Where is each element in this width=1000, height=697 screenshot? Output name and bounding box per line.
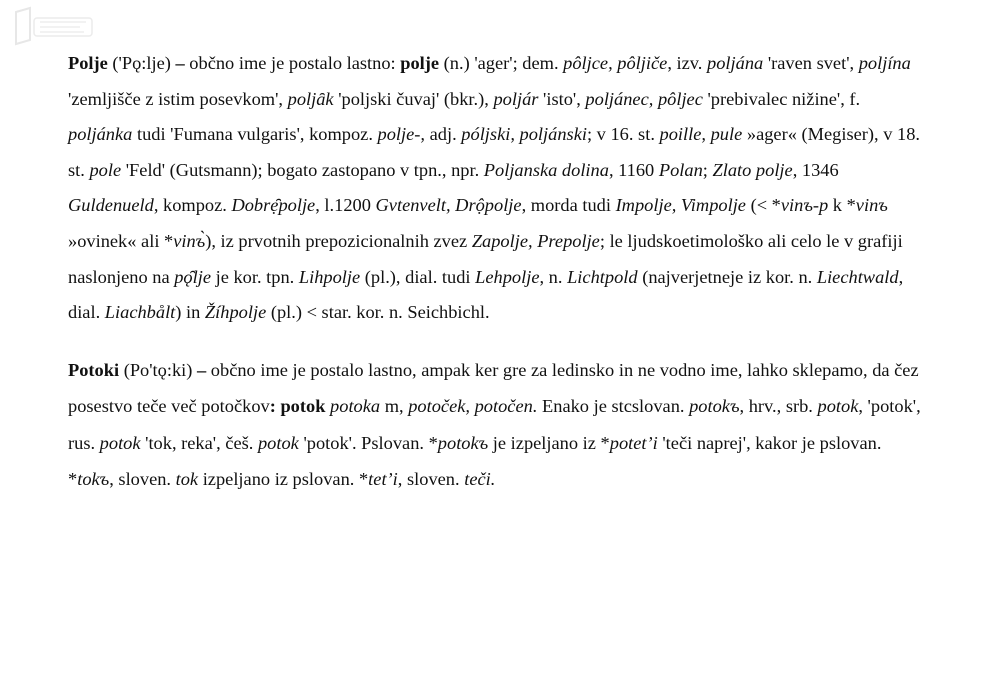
watermark-logo — [12, 6, 96, 46]
potoki-segment: : potok — [269, 396, 326, 417]
polje-segment: Gvtenvelt, Drộpolje — [375, 195, 522, 216]
potoki-segment: potokъ — [689, 396, 740, 417]
polje-segment: 'prebivalec nižine', f. — [702, 88, 861, 109]
polje-segment: , n. — [539, 266, 568, 287]
polje-segment: Liachbålt — [104, 302, 176, 323]
watermark-logo-graphic — [12, 6, 96, 46]
potoki-segment: m, — [380, 396, 409, 417]
polje-segment: poljána — [707, 53, 764, 73]
polje-segment: (< * — [745, 195, 781, 216]
polje-segment: Liechtwald — [816, 266, 899, 287]
polje-segment: občno ime je postalo lastno: — [184, 53, 401, 73]
potoki-segment: potoček, potočen. — [408, 396, 538, 417]
polje-segment: polje-, — [377, 124, 426, 145]
polje-segment: vinъ̀ — [173, 230, 206, 251]
polje-segment: 'isto', — [538, 88, 586, 109]
polje-segment: Dobrẹ̑polje — [231, 195, 316, 216]
polje-segment: »ager« (Megiser), v 18. st. — [68, 124, 921, 180]
potoki-segment: potokъ — [437, 432, 489, 453]
polje-segment: Zapolje, Prepolje — [471, 230, 600, 251]
polje-segment: tudi 'Fumana vulgaris', kompoz. — [132, 124, 378, 145]
potoki-segment: občno ime je postalo lastno, ampak ker gre za ledinsko in ne vodno ime, lahko sklepamo, da čez posestvo teče več potočkov — [68, 359, 919, 417]
potoki-segment: tok — [175, 468, 199, 489]
polje-segment: ; v 16. st. — [586, 124, 660, 145]
polje-segment: je kor. tpn. — [211, 266, 299, 287]
polje-segment: polje — [400, 53, 440, 73]
polje-segment: k * — [828, 195, 856, 216]
polje-segment: ; le ljudskoetimološko ali celo le v grafiji naslonjeno na — [68, 230, 903, 287]
polje-segment: ; — [702, 159, 713, 180]
polje-segment: poljȃk — [287, 88, 334, 109]
potoki-segment: (Po'tǫ:ki) — [119, 359, 197, 380]
potoki-segment: potok — [257, 432, 299, 453]
potoki-segment: Enako je stcslovan. — [537, 396, 690, 417]
polje-segment: poljánka — [68, 124, 133, 145]
polje-segment: poljár — [493, 88, 539, 109]
polje-segment: , kompoz. — [153, 195, 232, 216]
polje-segment: Lehpolje — [475, 266, 540, 287]
entry-potoki — [68, 352, 928, 498]
polje-segment: 'poljski čuvaj' (bkr.), — [333, 88, 494, 109]
polje-segment: – — [175, 53, 185, 73]
polje-segment: , izv. — [667, 53, 708, 73]
potoki-segment: , sloven. — [397, 468, 465, 489]
potoki-segment: tetʼi — [368, 468, 398, 489]
polje-segment: (najverjetneje iz kor. n. — [637, 266, 817, 287]
polje-segment: (pl.) < star. kor. n. Seichbichl. — [266, 302, 490, 323]
potoki-segment: 'teči naprej', kakor je pslovan. * — [68, 432, 882, 489]
potoki-segment: 'potok'. Pslovan. * — [298, 432, 438, 453]
polje-segment: , dial. — [68, 266, 904, 323]
polje-segment: ), iz prvotnih prepozicionalnih zvez — [205, 230, 472, 251]
polje-segment: Žíhpolje — [204, 302, 267, 323]
polje-segment: 'Feld' (Gutsmann); bogato zastopano v tpn., npr. — [121, 159, 484, 180]
potoki-segment: – — [197, 359, 207, 380]
potoki-segment: 'tok, reka', češ. — [140, 432, 258, 453]
polje-segment: Poljanska dolina — [483, 159, 609, 180]
potoki-segment: potoka — [330, 396, 381, 417]
polje-segment: ) in — [175, 302, 205, 323]
polje-segment: , l.1200 — [315, 195, 376, 216]
polje-segment: (pl.), dial. tudi — [360, 266, 476, 287]
polje-segment: , morda tudi — [521, 195, 616, 216]
polje-segment: poille, pule — [659, 124, 743, 145]
polje-segment: pole — [89, 159, 122, 180]
potoki-segment: , sloven. — [109, 468, 176, 489]
polje-segment: , 1160 — [608, 159, 659, 180]
polje-segment: 'zemljišče z istim posevkom', — [68, 88, 288, 109]
polje-segment: ('Pǫ:lje) — [107, 53, 176, 73]
entry-polje — [68, 46, 928, 331]
potoki-segment: tokъ — [77, 468, 110, 489]
potoki-segment: potok — [99, 432, 141, 453]
polje-segment: Zlato polje — [712, 159, 793, 180]
potoki-segment: Potoki — [68, 359, 120, 380]
polje-segment: pôljce, pôljiče — [563, 53, 668, 73]
polje-segment: vinъ-p — [780, 195, 829, 216]
polje-segment: adj. — [425, 124, 462, 145]
polje-segment: Impolje, Vimpolje — [615, 195, 746, 216]
potoki-segment: potok — [817, 396, 859, 417]
polje-segment: (n.) 'ager'; dem. — [439, 53, 564, 73]
polje-segment: vinъ — [855, 195, 888, 216]
polje-segment: »ovinek« ali * — [68, 230, 174, 251]
dictionary-page — [68, 46, 928, 497]
potoki-segment: potetʼi — [609, 432, 658, 453]
polje-segment: , 1346 — [792, 159, 839, 180]
polje-segment: poljína — [858, 53, 911, 73]
polje-segment: Polan — [658, 159, 703, 180]
polje-segment: poljánec, pôljec — [585, 88, 703, 109]
potoki-segment: je izpeljano iz * — [488, 432, 610, 453]
polje-segment: 'raven svet', — [763, 53, 859, 73]
potoki-segment: , hrv., srb. — [739, 396, 818, 417]
polje-segment: Lihpolje — [298, 266, 361, 287]
polje-segment: pǫ̑lje — [174, 266, 212, 287]
polje-segment: póljski, poljánski — [461, 124, 587, 145]
potoki-segment: izpeljano iz pslovan. * — [198, 468, 369, 489]
potoki-segment: teči. — [464, 468, 496, 489]
potoki-segment: , 'potok', rus. — [68, 396, 921, 453]
polje-segment: Lichtpold — [567, 266, 638, 287]
polje-segment: Guldenueld — [68, 195, 154, 216]
polje-segment: Polje — [68, 53, 108, 73]
